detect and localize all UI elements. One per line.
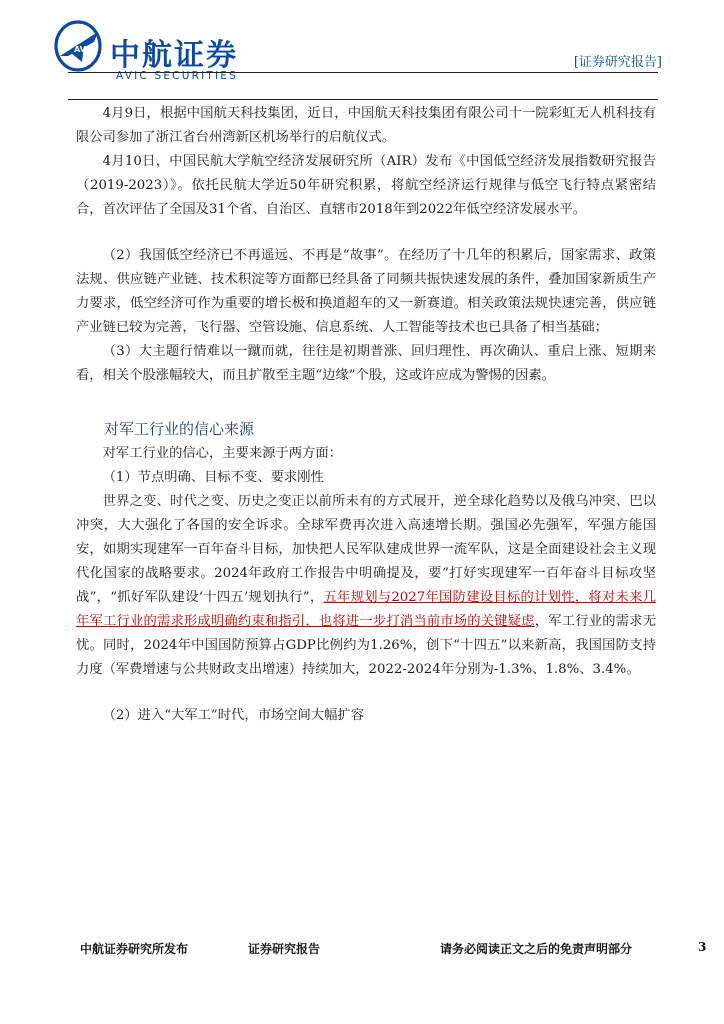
subheading-1: （1）节点明确、目标不变、要求刚性 [102,470,324,485]
svg-text:AVIC: AVIC [74,45,95,54]
paragraph-intro: 对军工行业的信心，主要来源于两方面： [102,446,342,461]
avic-logo-icon [54,16,104,72]
main-content [76,102,656,728]
paragraph-text-a: 世界之变、时代之变、历史之变正以前所未有的方式展开，逆全球化趋势以及俄乌冲突、巴以冲突，大大强化了各国的安全诉求。全球军费再次进入高速增长期。强国必先强军，军强方能国安，如期实现建军一百年奋斗目标，加快把人民军队建成世界一流军队，这是全面建设社会主义现代化国家的战略要求。2024年政府工作报告中明确提及，要“打好实现建军一百年奋斗目标攻坚战”，“抓好军队建设‘十四五’规划执行”， [76,494,656,605]
footer-report: 证券研究报告 [248,942,321,956]
paragraph-low-altitude-2: （2）我国低空经济已不再遥远、不再是“故事”。在经历了十几年的积累后，国家需求、政策法规、供应链产业链、技术积淀等方面都已经具备了同频共振快速发展的条件，叠加国家新质生产力要求，低空经济可作为重要的增长极和换道超车的又一新赛道。相关政策法规快速完善，供应链产业链已较为完善，飞行器、空管设施、信息系统、人工智能等技术也已具备了相当基础； [76,248,656,335]
company-logo [54,14,254,82]
logo-english-name: AVIC SECURITIES [116,70,238,82]
paragraph-text-b: ，军工行业的需求无忧。同时，2024年中国国防预算占GDP比例约为1.26%，创下“十四五”以来新高，我国国防支持力度（军费增速与公共财政支出增速）持续加大，2022-2024年分别为-1.3%、1.8%、3.4%。 [76,614,657,677]
paragraph-news-1: 4月9日，根据中国航天科技集团，近日，中国航天科技集团有限公司十一院彩虹无人机科技有限公司参加了浙江省台州湾新区机场举行的启航仪式。 [76,106,656,145]
footer-disclaimer: 请务必阅读正文之后的免责声明部分 [440,942,633,956]
logo-chinese-name: 中航证券 [110,38,238,73]
header-rule [68,72,658,73]
footer-publisher: 中航证券研究所发布 [80,942,189,956]
page-number: 3 [698,940,707,954]
paragraph-defense-demand [76,490,656,682]
report-type-tag: [证券研究报告] [573,55,662,70]
subheading-2: （2）进入“大军工”时代，市场空间大幅扩容 [102,708,364,723]
paragraph-news-2: 4月10日，中国民航大学航空经济发展研究所（AIR）发布《中国低空经济发展指数研究报告（2019-2023）》。依托民航大学近50年研究积累，将航空经济运行规律与低空飞行特点紧密结合，首次评估了全国及31个省、自治区、直辖市2018年到2022年低空经济发展水平。 [76,154,656,217]
section-title: 对军工行业的信心来源 [104,420,255,438]
paragraph-low-altitude-3: （3）大主题行情难以一蹴而就，往往是初期普涨、回归理性、再次确认、重启上涨、短期来看，相关个股涨幅较大，而且扩散至主题“边缘”个股，这或许应成为警惕的因素。 [76,344,656,383]
header-subrule [68,99,658,100]
highlighted-text: 五年规划与2027年国防建设目标的计划性，将对未来几年军工行业的需求形成明确约束和指引，也将进一步打消当前市场的关键疑虑 [76,590,656,629]
page-footer [80,940,707,960]
